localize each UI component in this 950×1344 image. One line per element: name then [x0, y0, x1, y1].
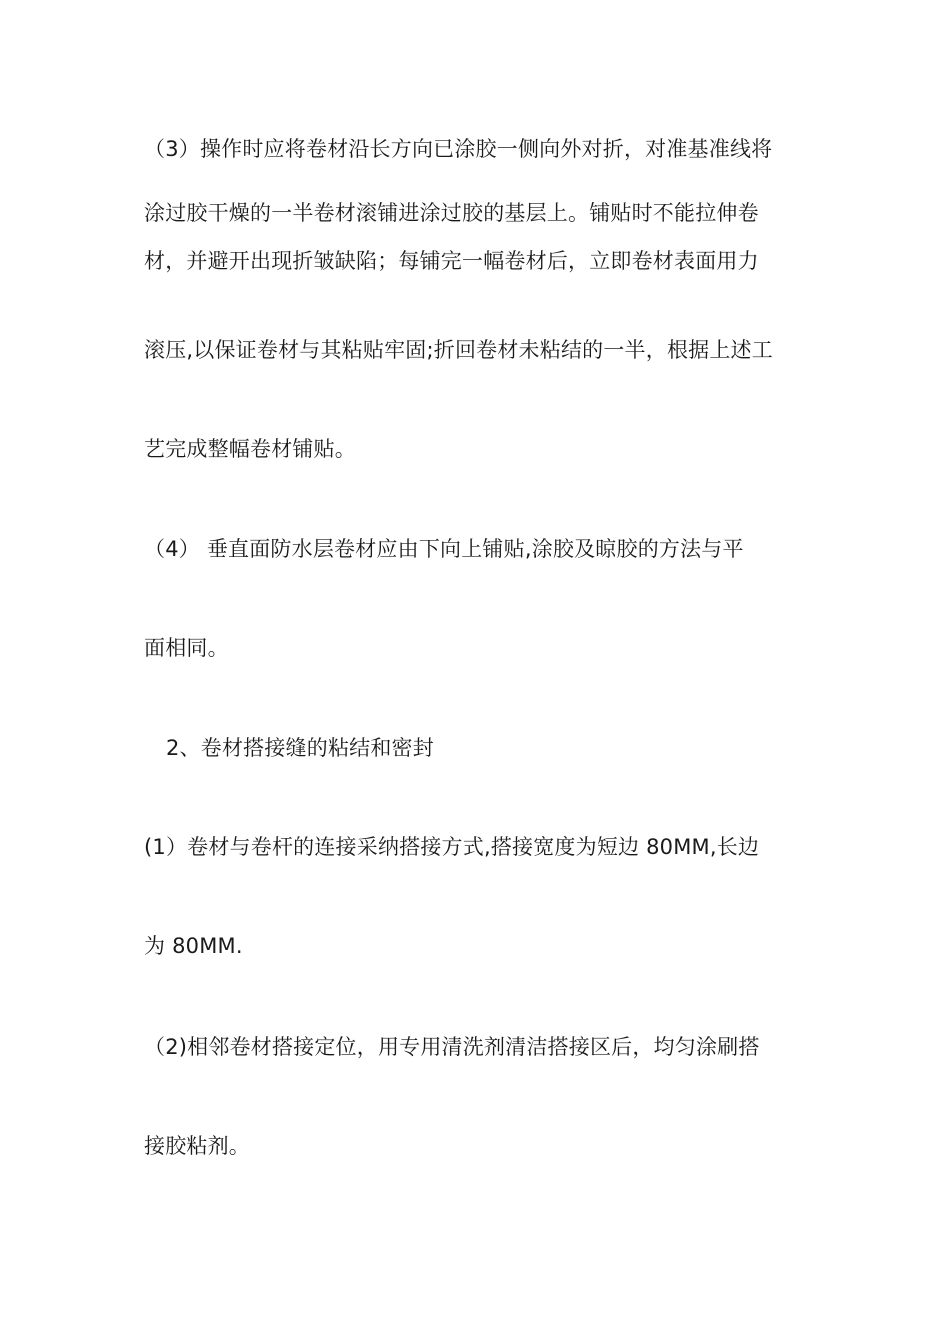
- paragraph-3-line-5: 艺完成整幅卷材铺贴。: [144, 437, 356, 461]
- section-heading: 2、卷材搭接缝的粘结和密封: [166, 736, 434, 760]
- item-1-line-1: (1）卷材与卷杆的连接采纳搭接方式,搭接宽度为短边 80MM,长边: [144, 835, 760, 859]
- paragraph-3-line-2: 涂过胶干燥的一半卷材滚铺进涂过胶的基层上。铺贴时不能拉伸卷: [144, 201, 759, 225]
- item-2-line-2: 接胶粘剂。: [144, 1134, 250, 1158]
- paragraph-3-line-4: 滚压,以保证卷材与其粘贴牢固;折回卷材未粘结的一半，根据上述工: [144, 338, 773, 362]
- item-1-line-2: 为 80MM.: [144, 934, 243, 958]
- paragraph-3-line-3: 材，并避开出现折皱缺陷；每铺完一幅卷材后，立即卷材表面用力: [144, 249, 759, 273]
- paragraph-3-line-1: （3）操作时应将卷材沿长方向已涂胶一侧向外对折，对准基准线将: [144, 137, 773, 161]
- paragraph-4-line-1: （4） 垂直面防水层卷材应由下向上铺贴,涂胶及晾胶的方法与平: [144, 537, 744, 561]
- item-2-line-1: （2)相邻卷材搭接定位，用专用清洗剂清洁搭接区后，均匀涂刷搭: [144, 1035, 760, 1059]
- paragraph-4-line-2: 面相同。: [144, 636, 229, 660]
